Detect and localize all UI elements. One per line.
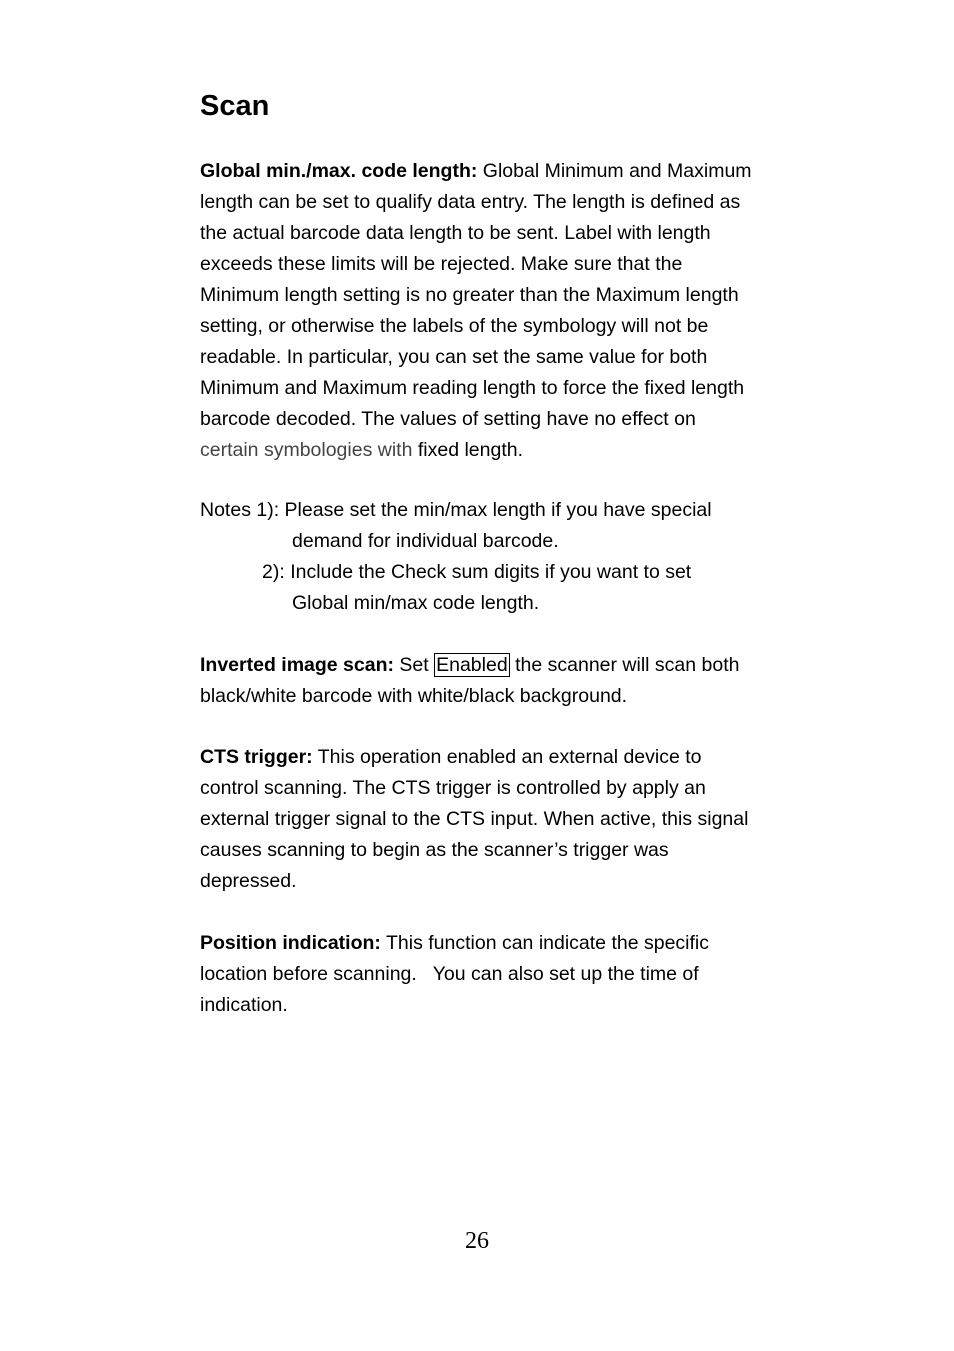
inverted-image-term: Inverted image scan: — [200, 654, 394, 676]
inverted-image-text: Set — [394, 654, 435, 676]
cts-trigger-text: This operation enabled an external device to control scanning. The CTS trigger is controlled by apply an external trigger signal to the CTS input. When active, this signal causes scanning to begin as the scanner’s trigger was depressed. — [200, 746, 749, 892]
page-number: 26 — [465, 1228, 489, 1254]
cts-trigger-term: CTS trigger: — [200, 746, 313, 768]
global-code-length-text-end: fixed length. — [412, 439, 524, 461]
global-code-length-gray-text: certain symbologies with — [200, 439, 413, 461]
page-title: Scan — [200, 90, 270, 122]
notes-section — [200, 495, 758, 619]
note-1-line-2: demand for individual barcode. — [292, 530, 559, 552]
inverted-image-section — [200, 650, 758, 712]
cts-trigger-paragraph — [200, 742, 758, 897]
inverted-image-paragraph — [200, 650, 758, 712]
enabled-boxed-label: Enabled — [436, 654, 508, 676]
global-code-length-paragraph — [200, 156, 758, 466]
global-code-length-term: Global min./max. code length: — [200, 160, 478, 182]
global-code-length-text: Global Minimum and Maximum length can be set to qualify data entry. The length is defined as the actual barcode data length to be sent. Label with length exceeds these limits will be rejected. Make sure that the Minimum length setting is no greater than the Maximum length setting, or otherwise the labels of the symbology will not be readable. In particular, you can set the same value for both Minimum and Maximum reading length to force the fixed length barcode decoded. The values of setting have no effect on — [200, 160, 752, 430]
note-2-prefix: 2): — [262, 561, 291, 583]
note-1-text: Please set the min/max length if you have special — [284, 499, 712, 521]
position-indication-text: This function can indicate the specific location before scanning. You can also set up the time of indication. — [200, 932, 715, 1016]
note-1-line-1 — [200, 495, 758, 526]
note-2-text: Include the Check sum digits if you want to set — [290, 561, 692, 583]
global-code-length-section — [200, 156, 758, 466]
note-2-line-1 — [200, 557, 758, 588]
inverted-image-text-end: the scanner will scan both black/white barcode with white/black background. — [200, 654, 740, 707]
position-indication-term: Position indication: — [200, 932, 381, 954]
position-indication-paragraph — [200, 928, 758, 1021]
cts-trigger-section — [200, 742, 758, 897]
position-indication-section — [200, 928, 758, 1021]
note-1-prefix: Notes 1): — [200, 499, 285, 521]
note-2-line-2: Global min/max code length. — [292, 592, 540, 614]
